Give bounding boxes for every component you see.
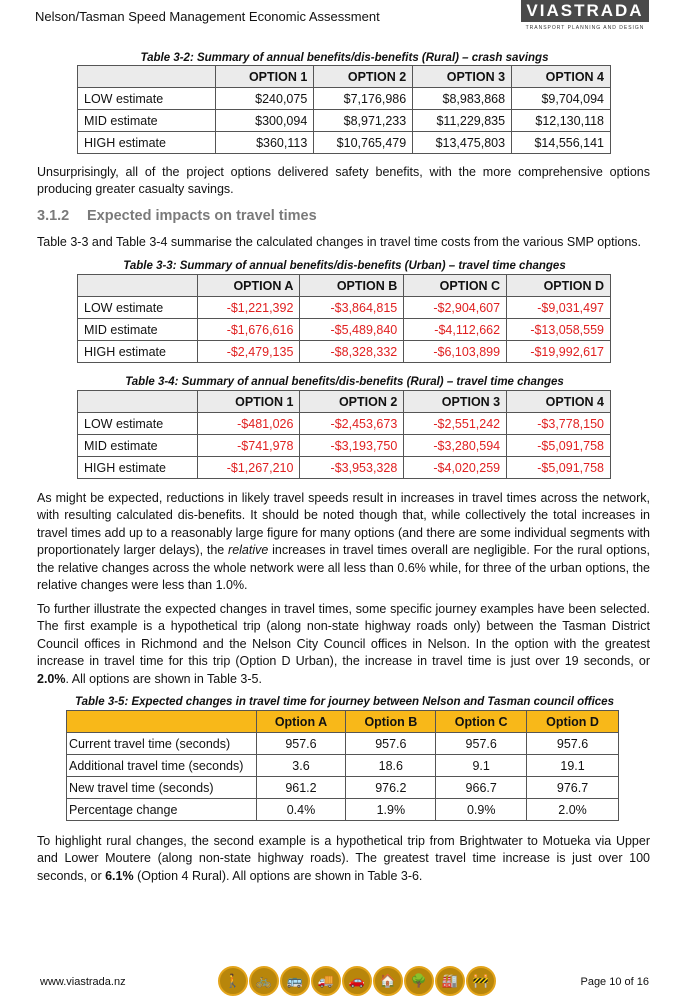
cell: -$9,031,497 [507,297,611,319]
cell: -$1,221,392 [197,297,300,319]
table-row [67,733,619,755]
house-icon: 🏠 [373,966,403,996]
table-header: OPTION 4 [512,66,611,88]
table-3-5 [66,710,619,821]
cell: -$5,091,758 [507,457,611,479]
cell: -$741,978 [197,435,300,457]
table-row [67,755,619,777]
cell: 1.9% [346,799,436,821]
cell: 18.6 [346,755,436,777]
cell: $240,075 [215,88,314,110]
table-header: Option D [527,711,619,733]
row-label: MID estimate [78,435,198,457]
cell: -$1,267,210 [197,457,300,479]
table-header-blank [78,391,198,413]
cell: -$3,953,328 [300,457,404,479]
table-header: OPTION C [404,275,507,297]
document-header-title: Nelson/Tasman Speed Management Economic Assessment [35,9,380,24]
cell: -$3,864,815 [300,297,404,319]
cell: -$6,103,899 [404,341,507,363]
row-label: Additional travel time (seconds) [67,755,257,777]
table-3-3 [77,274,611,363]
cell: 957.6 [346,733,436,755]
text-run: As might be expected, reductions in likely travel speeds result in increases in travel times across the network, with resulting calculated dis-benefits. It should be noted though that, while collectively the total increases in travel times add up to a reasonably large figure for many options (and there are some individual segments with proportionately larger delays), the [37,491,650,558]
text-run: . All options are shown in Table 3-5. [65,671,262,686]
cell: 0.4% [256,799,346,821]
cell: -$2,453,673 [300,413,404,435]
table-header: OPTION 2 [300,391,404,413]
emphasis-relative: relative [228,543,269,558]
cell: 957.6 [256,733,346,755]
cell: $360,113 [215,132,314,154]
cell: -$1,676,616 [197,319,300,341]
bicycle-icon: 🚲 [249,966,279,996]
paragraph-safety: Unsurprisingly, all of the project options delivered safety benefits, with the more comprehensive options producing greater casualty savings. [37,165,650,197]
cell: -$481,026 [197,413,300,435]
table-header: OPTION A [197,275,300,297]
table-header: OPTION B [300,275,404,297]
cell: 961.2 [256,777,346,799]
section-title: Expected impacts on travel times [87,208,317,224]
table-header-blank [67,711,257,733]
cell: -$5,489,840 [300,319,404,341]
roadworks-icon: 🚧 [466,966,496,996]
table-row [78,88,611,110]
paragraph-intro-tables: Table 3-3 and Table 3-4 summarise the calculated changes in travel time costs from the various SMP options. [37,235,642,249]
cell: 976.7 [527,777,619,799]
cell: -$5,091,758 [507,435,611,457]
table-row [78,132,611,154]
logo-tagline: TRANSPORT PLANNING AND DESIGN [525,25,645,31]
cell: -$2,904,607 [404,297,507,319]
table-row [67,799,619,821]
row-label: LOW estimate [78,88,216,110]
row-label: LOW estimate [78,297,198,319]
cell: $14,556,141 [512,132,611,154]
cell: $7,176,986 [314,88,413,110]
table-header: Option B [346,711,436,733]
cell: -$4,112,662 [404,319,507,341]
table-row [78,435,611,457]
table-header-blank [78,66,216,88]
cell: $11,229,835 [413,110,512,132]
table-3-4-caption: Table 3-4: Summary of annual benefits/dis-benefits (Rural) – travel time changes [125,376,564,388]
table-3-5-caption: Table 3-5: Expected changes in travel time for journey between Nelson and Tasman council offices [75,696,614,708]
footer-website: www.viastrada.nz [40,976,126,988]
strong-percent: 6.1% [105,868,134,883]
table-header: OPTION 3 [413,66,512,88]
paragraph-rural-example [37,833,650,885]
paragraph-journey-example [37,601,650,688]
cell: $300,094 [215,110,314,132]
cell: 3.6 [256,755,346,777]
row-label: HIGH estimate [78,341,198,363]
factory-icon: 🏭 [435,966,465,996]
cell: $12,130,118 [512,110,611,132]
table-header: OPTION 1 [215,66,314,88]
row-label: New travel time (seconds) [67,777,257,799]
row-label: MID estimate [78,110,216,132]
cell: -$2,551,242 [404,413,507,435]
text-run: To highlight rural changes, the second example is a hypothetical trip from Brightwater to Motueka via Upper and Lower Moutere (along non-state highway roads). The greatest travel time increase is just over 100 seconds, or [37,834,650,883]
cell: -$8,328,332 [300,341,404,363]
logo-wordmark: VIASTRADA [521,0,649,22]
table-3-4 [77,390,611,479]
text-run: (Option 4 Rural). All options are shown in Table 3-6. [133,868,423,883]
bus-icon: 🚌 [280,966,310,996]
table-header: Option A [256,711,346,733]
text-run: increases in travel times overall are negligible. For the rural options, the relative changes across the whole network were all less than 0.6% while, for three of the urban options, the relative changes were less than 1.0%. [37,543,650,593]
cell: -$19,992,617 [507,341,611,363]
table-row [78,341,611,363]
table-row [67,777,619,799]
cell: -$13,058,559 [507,319,611,341]
table-row [78,413,611,435]
section-heading [37,208,317,224]
cell: -$3,280,594 [404,435,507,457]
car-icon: 🚗 [342,966,372,996]
table-row [78,297,611,319]
table-header: Option C [436,711,527,733]
table-header: OPTION D [507,275,611,297]
truck-icon: 🚚 [311,966,341,996]
cell: 0.9% [436,799,527,821]
table-header: OPTION 3 [404,391,507,413]
table-row [78,319,611,341]
table-3-2-caption: Table 3-2: Summary of annual benefits/dis-benefits (Rural) – crash savings [140,52,549,64]
cell: $8,971,233 [314,110,413,132]
table-header: OPTION 2 [314,66,413,88]
cell: 966.7 [436,777,527,799]
cell: -$3,778,150 [507,413,611,435]
cell: 976.2 [346,777,436,799]
footer-icon-strip [218,966,496,996]
row-label: HIGH estimate [78,132,216,154]
table-header: OPTION 4 [507,391,611,413]
row-label: Current travel time (seconds) [67,733,257,755]
viastrada-logo [521,0,649,36]
cell: -$3,193,750 [300,435,404,457]
cell: 19.1 [527,755,619,777]
row-label: HIGH estimate [78,457,198,479]
tree-icon: 🌳 [404,966,434,996]
text-run: To further illustrate the expected changes in travel times, some specific journey examples have been selected. The first example is a hypothetical trip (along non-state highway roads only) between the Tasman District Council offices in Richmond and the Nelson City Council offices in Nelson. In the option with the greatest increase in travel time for this trip (Option D Urban), the increase in travel time is just over 19 seconds, or [37,602,650,669]
page-number: Page 10 of 16 [580,976,649,988]
cell: $13,475,803 [413,132,512,154]
table-header-blank [78,275,198,297]
cell: $10,765,479 [314,132,413,154]
row-label: MID estimate [78,319,198,341]
strong-percent: 2.0% [37,671,66,686]
cell: 2.0% [527,799,619,821]
table-row [78,110,611,132]
table-header: OPTION 1 [197,391,300,413]
cell: -$2,479,135 [197,341,300,363]
cell: $8,983,868 [413,88,512,110]
paragraph-travel-speeds [37,490,650,594]
section-number: 3.1.2 [37,208,70,224]
table-3-3-caption: Table 3-3: Summary of annual benefits/dis-benefits (Urban) – travel time changes [123,260,566,272]
cell: $9,704,094 [512,88,611,110]
table-3-2 [77,65,611,154]
cell: 9.1 [436,755,527,777]
table-row [78,457,611,479]
pedestrian-icon: 🚶 [218,966,248,996]
row-label: Percentage change [67,799,257,821]
row-label: LOW estimate [78,413,198,435]
cell: 957.6 [527,733,619,755]
cell: 957.6 [436,733,527,755]
cell: -$4,020,259 [404,457,507,479]
